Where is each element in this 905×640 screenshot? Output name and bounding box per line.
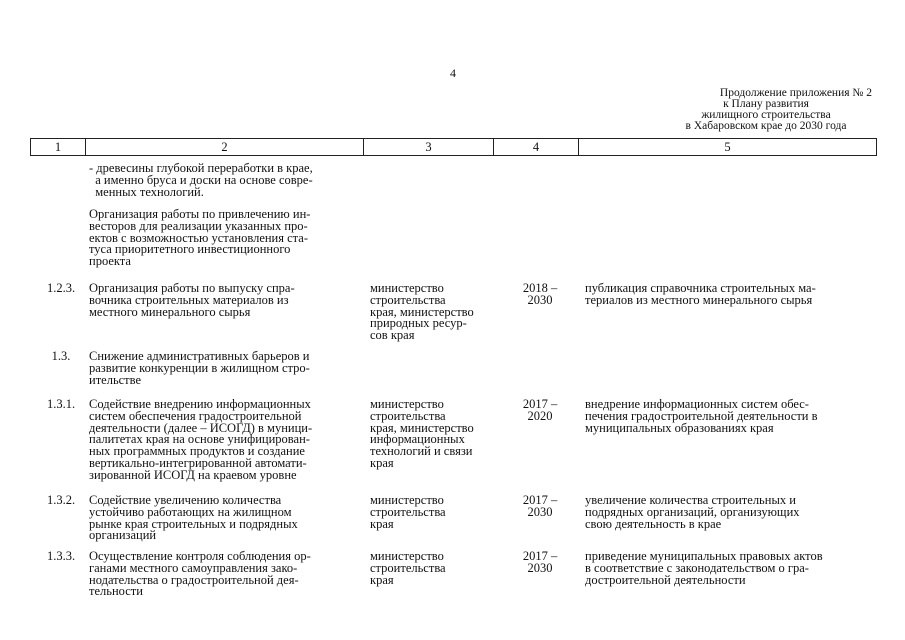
result-text-line: внедрение информационных систем обес-	[585, 397, 809, 411]
activity-text-line: Организация работы по выпуску спра-	[89, 281, 295, 295]
header-cell-3: 3	[364, 139, 494, 156]
item-number	[30, 495, 92, 507]
period-text	[505, 495, 575, 519]
executor-text-line: строительства	[370, 292, 446, 307]
period-text-line: 2020	[527, 408, 553, 423]
result-text	[585, 551, 875, 586]
activity-text-line: ганами местного самоуправления зако-	[89, 560, 298, 575]
item-number	[30, 283, 92, 295]
activity-text	[89, 209, 369, 268]
result-text-line: увеличение количества строительных и	[585, 493, 796, 507]
header-row	[31, 139, 877, 156]
activity-text	[89, 351, 369, 386]
result-text-line: в соответствие с законодательством о гра-	[585, 560, 809, 575]
period-text-line: 2017 –	[522, 493, 558, 507]
executor-text-line: края, министерство	[370, 304, 474, 319]
result-text-line: печения градостроительной деятельности в	[585, 408, 818, 423]
activity-text-line: тельности	[89, 584, 143, 599]
executor-text-line: технологий и связи	[370, 444, 473, 459]
header-cell-4: 4	[494, 139, 579, 156]
appendix-note	[660, 88, 872, 132]
item-number-line: 1.3.	[51, 349, 71, 363]
item-number	[30, 399, 92, 411]
activity-text-line: рынке края строительных и подрядных	[89, 516, 298, 531]
activity-text-line: ных программных продуктов и создание	[89, 444, 305, 459]
executor-text-line: природных ресур-	[370, 316, 467, 331]
executor-text-line: министерство	[370, 281, 444, 295]
activity-text-line: палитетах края на основе унифицирован-	[89, 432, 310, 447]
activity-text-line: ительстве	[89, 372, 142, 387]
activity-text	[89, 399, 369, 482]
activity-text-line: вертикально-интегрированной автомати-	[89, 455, 307, 470]
result-text	[585, 495, 875, 530]
result-text-line: достроительной деятельности	[585, 572, 746, 587]
period-text-line: 2018 –	[522, 281, 558, 295]
activity-text-line: устойчиво работающих на жилищном	[89, 504, 292, 519]
column-number-header	[30, 138, 877, 156]
activity-text-line: Содействие увеличению количества	[89, 493, 282, 507]
period-text	[505, 399, 575, 423]
result-text-line: муниципальных образованиях края	[585, 420, 774, 435]
result-text-line: териалов из местного минерального сырья	[585, 292, 813, 307]
executor-text-line: края, министерство	[370, 420, 474, 435]
activity-text-line: систем обеспечения градостроительной	[89, 408, 302, 423]
activity-text-line: развитие конкуренции в жилищном стро-	[89, 360, 310, 375]
appendix-note-line-3: жилищного строительства	[701, 109, 831, 121]
executor-text-line: строительства	[370, 408, 446, 423]
header-cell-2: 2	[86, 139, 364, 156]
item-number	[30, 351, 92, 363]
activity-text	[89, 163, 369, 198]
activity-text-line: а именно бруса и доски на основе совре-	[89, 172, 313, 187]
activity-text-line: вочника строительных материалов из	[89, 292, 289, 307]
executor-text	[370, 283, 505, 342]
activity-text-line: Организация работы по привлечению ин-	[89, 207, 311, 221]
appendix-note-line-4: в Хабаровском крае до 2030 года	[685, 120, 847, 132]
period-text-line: 2030	[527, 560, 553, 575]
activity-text-line: весторов для реализации указанных про-	[89, 218, 308, 233]
result-text	[585, 283, 875, 307]
activity-text-line: Осуществление контроля соблюдения ор-	[89, 549, 311, 563]
executor-text-line: сов края	[370, 328, 415, 343]
activity-text-line: проекта	[89, 254, 131, 269]
header-cell-1: 1	[31, 139, 86, 156]
activity-text-line: менных технологий.	[89, 184, 204, 199]
activity-text-line: деятельности (далее – ИСОГД) в муници-	[89, 420, 313, 435]
activity-text-line: - древесины глубокой переработки в крае,	[89, 161, 313, 175]
activity-text	[89, 551, 369, 598]
executor-text-line: строительства	[370, 504, 446, 519]
result-text-line: приведение муниципальных правовых актов	[585, 549, 823, 563]
activity-text-line: нодательства о градостроительной дея-	[89, 572, 299, 587]
executor-text-line: края	[370, 455, 394, 470]
activity-text-line: туса приоритетного инвестиционного	[89, 242, 291, 257]
activity-text-line: Снижение административных барьеров и	[89, 349, 310, 363]
activity-text-line: местного минерального сырья	[89, 304, 251, 319]
appendix-note-line-2: к Плану развития	[723, 98, 809, 110]
item-number-line: 1.2.3.	[46, 281, 76, 295]
executor-text-line: края	[370, 572, 394, 587]
result-text-line: свою деятельность в крае	[585, 516, 722, 531]
executor-text	[370, 495, 505, 530]
header-cell-5: 5	[579, 139, 877, 156]
item-number	[30, 551, 92, 563]
executor-text-line: министерство	[370, 493, 444, 507]
page-number: 4	[450, 66, 456, 80]
item-number-line: 1.3.3.	[46, 549, 76, 563]
executor-text-line: министерство	[370, 549, 444, 563]
activity-text	[89, 495, 369, 542]
result-text-line: подрядных организаций, организующих	[585, 504, 800, 519]
period-text	[505, 283, 575, 307]
executor-text	[370, 399, 505, 470]
activity-text	[89, 283, 369, 318]
period-text-line: 2017 –	[522, 397, 558, 411]
result-text	[585, 399, 875, 434]
activity-text-line: зированной ИСОГД на краевом уровне	[89, 467, 297, 482]
activity-text-line: организаций	[89, 528, 157, 543]
activity-text-line: ектов с возможностью установления ста-	[89, 230, 308, 245]
executor-text-line: края	[370, 516, 394, 531]
period-text-line: 2030	[527, 504, 553, 519]
activity-text-line: Содействие внедрению информационных	[89, 397, 311, 411]
executor-text	[370, 551, 505, 586]
item-number-line: 1.3.2.	[46, 493, 76, 507]
item-number-line: 1.3.1.	[46, 397, 76, 411]
period-text-line: 2030	[527, 292, 553, 307]
executor-text-line: строительства	[370, 560, 446, 575]
period-text-line: 2017 –	[522, 549, 558, 563]
period-text	[505, 551, 575, 575]
result-text-line: публикация справочника строительных ма-	[585, 281, 816, 295]
appendix-note-line-1: Продолжение приложения № 2	[719, 87, 872, 99]
executor-text-line: министерство	[370, 397, 444, 411]
executor-text-line: информационных	[370, 432, 465, 447]
